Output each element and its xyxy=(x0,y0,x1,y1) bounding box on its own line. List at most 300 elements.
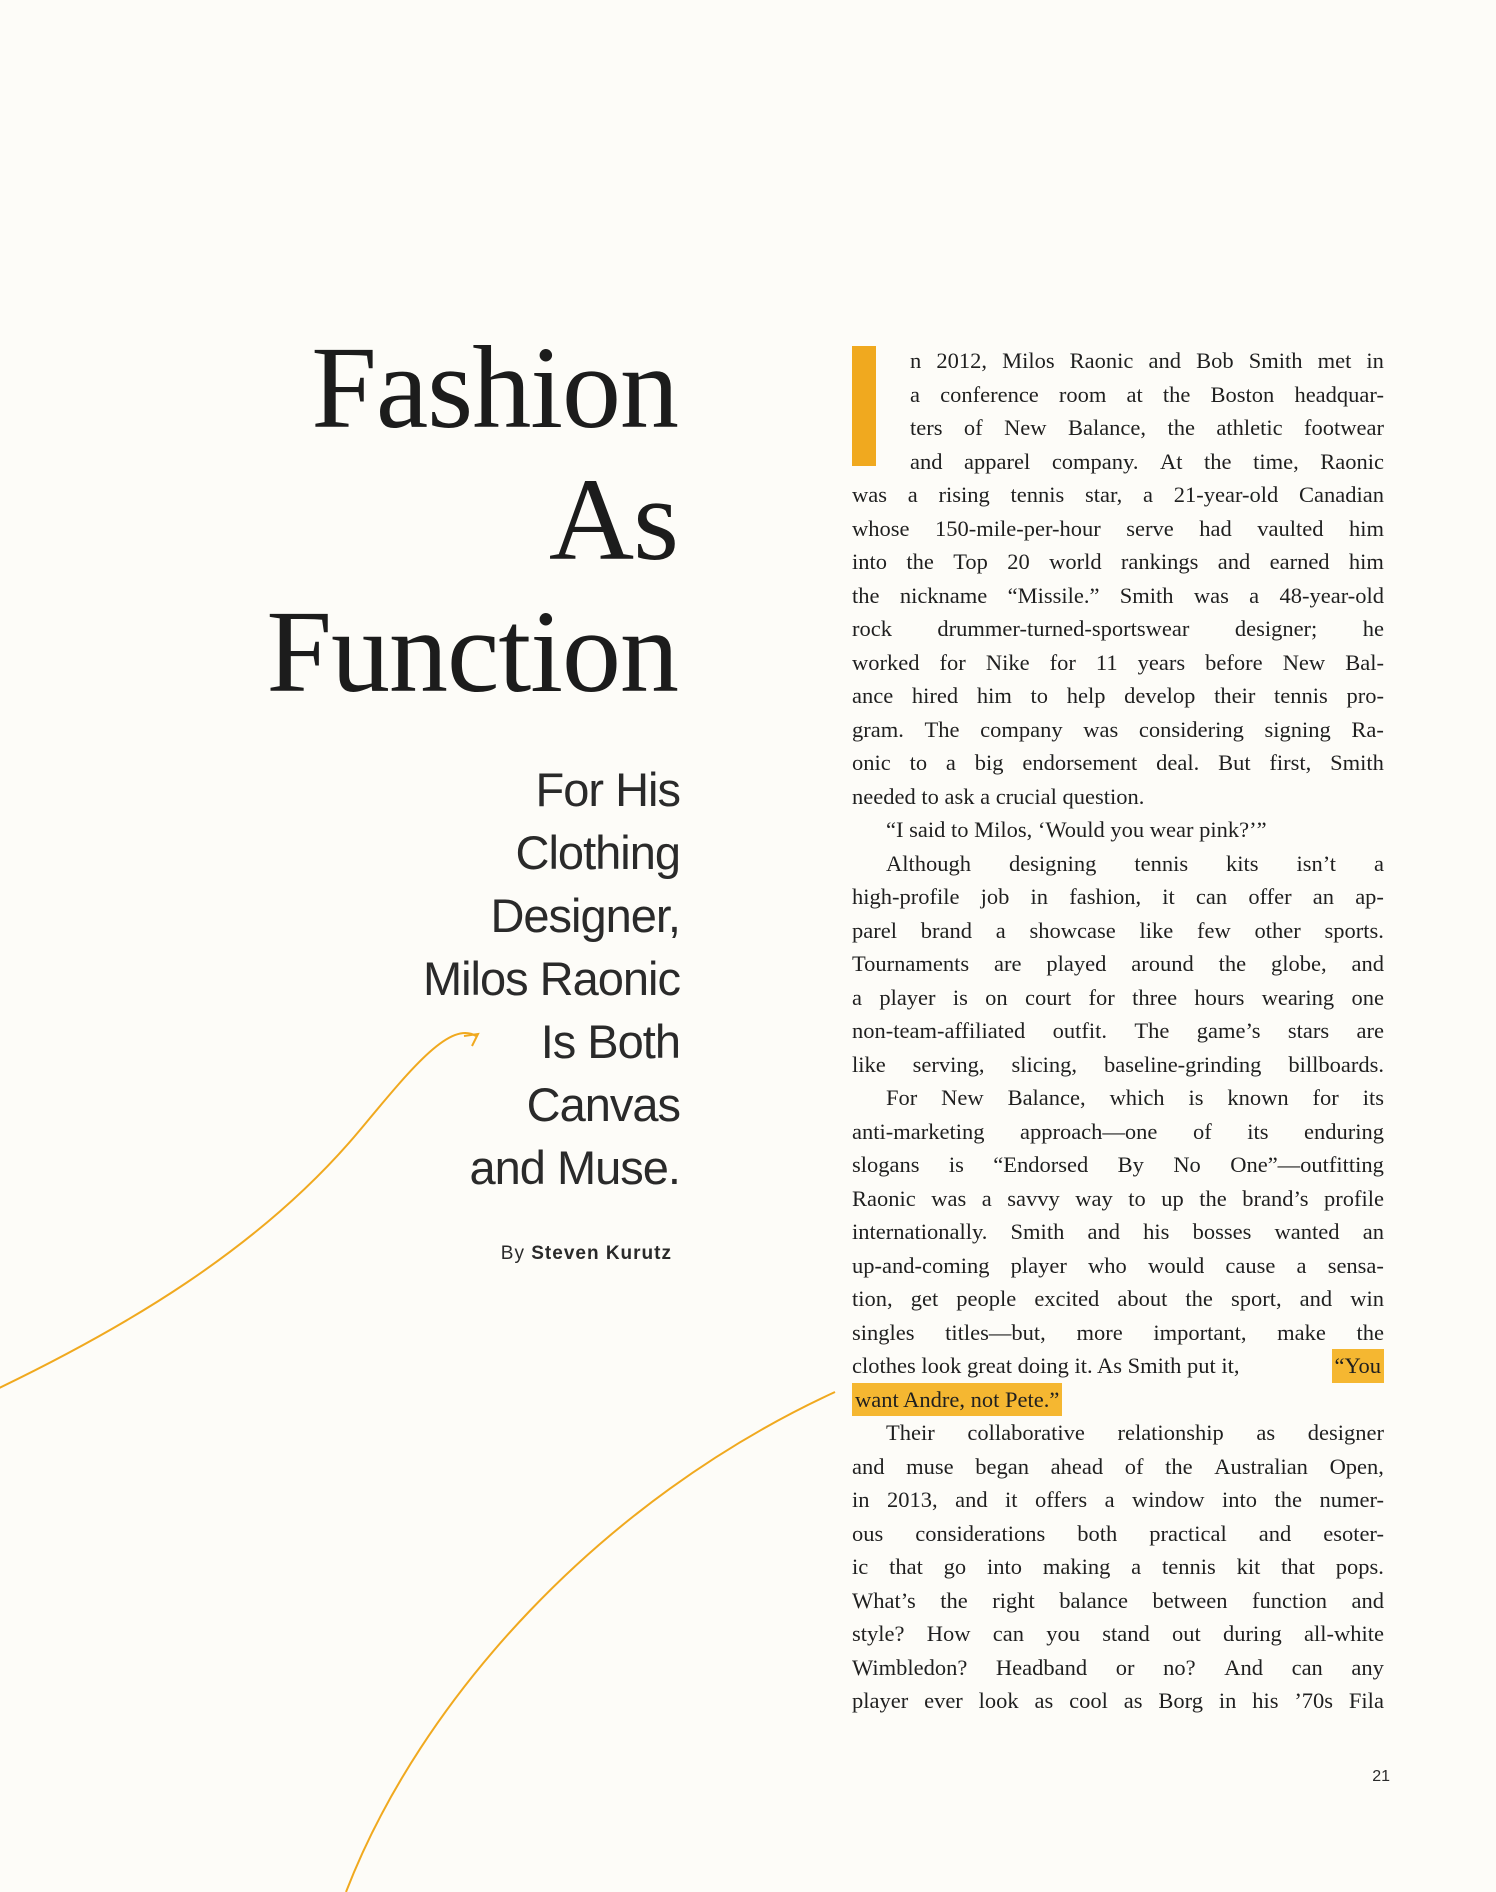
body-word: is xyxy=(948,1152,964,1177)
body-word: showcase xyxy=(1029,917,1116,943)
body-word: signing xyxy=(1264,716,1331,742)
body-line xyxy=(852,445,1384,479)
body-word: balance xyxy=(1059,1587,1128,1613)
body-word: the xyxy=(1204,448,1232,474)
body-word: a xyxy=(1296,1252,1307,1278)
body-word: brand xyxy=(920,917,972,943)
body-word: numer- xyxy=(1319,1487,1384,1512)
body-word: “Missile.” xyxy=(1007,582,1100,608)
body-word: up-and-coming xyxy=(852,1252,990,1278)
body-word: One”—outfitting xyxy=(1230,1152,1384,1177)
body-word: was xyxy=(1193,582,1229,608)
body-word: the xyxy=(940,1587,968,1613)
body-word: in xyxy=(1366,348,1384,373)
body-line xyxy=(852,1282,1384,1316)
body-word: New xyxy=(941,1085,984,1110)
body-word: both xyxy=(1077,1520,1118,1546)
body-word: ever xyxy=(924,1688,963,1713)
body-word: player xyxy=(1010,1252,1067,1278)
body-word: help xyxy=(1066,683,1106,708)
body-word: sensa- xyxy=(1327,1252,1384,1278)
body-word: isn’t xyxy=(1296,850,1337,876)
body-line xyxy=(852,813,1384,847)
body-line-text: “I said to Milos, ‘Would you wear pink?’” xyxy=(886,817,1267,842)
body-word: look xyxy=(978,1688,1019,1713)
body-word: internationally. xyxy=(852,1219,988,1244)
body-word: 2013, xyxy=(886,1487,938,1512)
body-word: rising xyxy=(938,482,990,507)
body-word: the xyxy=(906,549,934,574)
body-word: people xyxy=(956,1286,1017,1311)
body-line xyxy=(852,646,1384,680)
body-word: fashion, xyxy=(1069,884,1142,909)
body-word: Milos xyxy=(1002,348,1055,373)
body-word: a xyxy=(981,1185,992,1211)
article-title xyxy=(150,322,678,718)
body-word: as xyxy=(1123,1688,1143,1713)
body-word: a xyxy=(995,917,1006,943)
body-word: designing xyxy=(1008,850,1097,876)
body-word: big xyxy=(974,750,1004,775)
body-word: 11 xyxy=(1095,649,1118,675)
body-word: played xyxy=(1046,951,1107,976)
body-word: stand xyxy=(1102,1621,1150,1646)
body-word: Smith xyxy=(1119,582,1174,608)
body-line xyxy=(852,1416,1384,1450)
body-word: into xyxy=(1222,1487,1258,1512)
body-word: esoter- xyxy=(1323,1520,1384,1546)
body-word: can xyxy=(992,1621,1024,1646)
body-word: Although xyxy=(886,850,972,876)
body-word: a xyxy=(1249,582,1260,608)
body-word: all-white xyxy=(1303,1621,1384,1646)
body-word: 20 xyxy=(1007,549,1030,574)
body-line xyxy=(852,746,1384,780)
body-line xyxy=(852,1483,1384,1517)
body-word: vaulted xyxy=(1257,515,1324,541)
body-word: are xyxy=(994,951,1022,976)
body-word: enduring xyxy=(1303,1118,1384,1144)
body-word: Wimbledon? xyxy=(852,1654,968,1680)
body-word: athletic xyxy=(1216,415,1283,440)
body-word: the xyxy=(1185,1286,1213,1311)
body-word: Open, xyxy=(1329,1453,1384,1479)
body-word: him xyxy=(1348,549,1384,574)
body-line xyxy=(852,1617,1384,1651)
body-word: cause xyxy=(1225,1252,1276,1278)
body-word: hours xyxy=(1194,984,1245,1010)
body-line xyxy=(852,780,1384,814)
body-word: approach—one xyxy=(1019,1118,1158,1144)
body-word: wanted xyxy=(1274,1219,1340,1244)
body-word: and xyxy=(1087,1219,1120,1244)
body-word: Fila xyxy=(1348,1688,1384,1713)
body-line xyxy=(852,1081,1384,1115)
body-word: collaborative xyxy=(967,1420,1085,1445)
body-word: important, xyxy=(1153,1319,1247,1345)
body-word: high-profile xyxy=(852,884,960,909)
body-word: its xyxy=(1362,1085,1384,1110)
body-word: practical xyxy=(1149,1520,1227,1546)
body-word: win xyxy=(1350,1286,1384,1311)
deck-line: and Muse. xyxy=(469,1141,680,1194)
body-word: relationship xyxy=(1117,1420,1224,1445)
body-word: But xyxy=(1218,750,1251,775)
body-word: that xyxy=(1281,1554,1315,1579)
body-line xyxy=(852,1651,1384,1685)
body-word: ance xyxy=(852,683,894,708)
body-word: like xyxy=(852,1051,886,1077)
body-word: No xyxy=(1173,1152,1201,1177)
deck-line: For His xyxy=(535,763,680,816)
body-word: ’70s xyxy=(1294,1688,1334,1713)
body-word: Canadian xyxy=(1299,482,1384,507)
body-line xyxy=(852,1182,1384,1216)
bottom-curve-line xyxy=(346,1392,835,1892)
body-line xyxy=(852,1316,1384,1350)
body-word: Bob xyxy=(1196,348,1234,373)
body-word: to xyxy=(1030,683,1049,708)
body-word: of xyxy=(1192,1118,1212,1144)
body-word: and xyxy=(1258,1520,1292,1546)
body-line xyxy=(852,612,1384,646)
body-word: designer xyxy=(1307,1420,1384,1445)
body-word: of xyxy=(1124,1453,1144,1479)
body-word: Borg xyxy=(1158,1688,1203,1713)
body-word: cool xyxy=(1069,1688,1108,1713)
body-word: the xyxy=(1162,381,1191,407)
body-word: 2012, xyxy=(936,348,987,373)
body-line xyxy=(852,1450,1384,1484)
body-word: go xyxy=(943,1554,967,1579)
body-word: a xyxy=(910,381,920,407)
body-line xyxy=(852,411,1384,445)
body-word: Balance, xyxy=(1007,1085,1086,1110)
body-word: which xyxy=(1109,1085,1165,1110)
body-word: you xyxy=(1046,1621,1080,1646)
body-word: 21-year-old xyxy=(1173,482,1279,507)
body-word: deal. xyxy=(1156,750,1200,775)
body-word: in xyxy=(1218,1688,1237,1713)
body-word: stars xyxy=(1287,1018,1330,1043)
body-word: can xyxy=(1291,1654,1323,1680)
body-word: and xyxy=(852,1453,885,1479)
body-word: he xyxy=(1362,616,1384,641)
body-word: who xyxy=(1088,1252,1127,1278)
body-word: a xyxy=(1374,850,1384,876)
body-word: his xyxy=(1143,1219,1170,1244)
body-word: offer xyxy=(1248,884,1292,909)
body-line-text: needed to ask a crucial question. xyxy=(852,783,1145,809)
body-word: first, xyxy=(1269,750,1312,775)
body-line xyxy=(852,1148,1384,1182)
body-word: an xyxy=(1312,884,1335,909)
byline xyxy=(380,1243,672,1265)
body-line xyxy=(852,1550,1384,1584)
body-word: would xyxy=(1147,1252,1205,1278)
body-word: court xyxy=(1024,984,1072,1010)
body-word: between xyxy=(1152,1587,1228,1613)
byline-prefix: By xyxy=(500,1243,525,1264)
body-word: like xyxy=(1139,917,1174,943)
body-word: during xyxy=(1222,1621,1282,1646)
deck-line: Milos Raonic xyxy=(422,952,680,1005)
body-word: or xyxy=(1115,1654,1135,1680)
body-word: before xyxy=(1205,649,1263,675)
body-word: endorsement xyxy=(1022,750,1138,775)
body-word: kit xyxy=(1236,1554,1261,1579)
body-word: tennis xyxy=(1010,482,1065,507)
body-word: right xyxy=(992,1587,1035,1613)
body-word: its xyxy=(1247,1118,1269,1144)
body-word: star, xyxy=(1085,482,1123,507)
body-word: pro- xyxy=(1346,683,1384,708)
body-word: globe, xyxy=(1270,951,1327,976)
body-word: was xyxy=(931,1185,967,1211)
body-word: the xyxy=(1199,1185,1227,1211)
body-word: began xyxy=(975,1453,1029,1479)
body-word: the xyxy=(1356,1319,1384,1345)
body-word: bosses xyxy=(1192,1219,1252,1244)
body-line xyxy=(852,947,1384,981)
page-number: 21 xyxy=(1372,1768,1390,1785)
body-word: brand’s xyxy=(1242,1185,1309,1211)
body-word: Ra- xyxy=(1351,716,1384,742)
body-line xyxy=(852,344,1384,378)
body-word: considering xyxy=(1138,716,1244,742)
body-word: on xyxy=(985,984,1008,1010)
body-line xyxy=(852,1249,1384,1283)
body-word: in xyxy=(1030,884,1049,909)
body-word: footwear xyxy=(1303,415,1384,440)
article-body xyxy=(852,344,1384,1718)
body-word: making xyxy=(1042,1554,1111,1579)
body-word: 48-year-old xyxy=(1279,582,1384,608)
body-word: slicing, xyxy=(1011,1051,1078,1077)
body-word: one xyxy=(1351,984,1384,1010)
body-word: three xyxy=(1132,984,1178,1010)
body-word: tennis xyxy=(1161,1554,1216,1579)
body-word: anti-marketing xyxy=(852,1118,985,1144)
body-word: Smith xyxy=(1010,1219,1065,1244)
body-word: muse xyxy=(906,1453,954,1479)
body-word: designer; xyxy=(1234,616,1318,641)
body-word: that xyxy=(889,1554,923,1579)
body-word: for xyxy=(939,649,966,675)
body-word: gram. xyxy=(852,716,904,742)
body-word: and xyxy=(1351,951,1384,976)
body-word: an xyxy=(1362,1219,1384,1244)
body-line-text: clothes look great doing it. As Smith put it, xyxy=(852,1353,1240,1378)
body-word: years xyxy=(1137,649,1186,675)
deck-line: Clothing xyxy=(515,826,680,879)
body-word: onic xyxy=(852,750,891,775)
body-word: kits xyxy=(1226,850,1259,876)
body-word: company xyxy=(980,716,1063,742)
body-word: any xyxy=(1351,1654,1384,1680)
body-word: baseline-grinding xyxy=(1103,1051,1262,1077)
body-word: What’s xyxy=(852,1587,916,1613)
body-line xyxy=(852,1584,1384,1618)
body-word: room xyxy=(1058,381,1107,407)
body-word: serving, xyxy=(912,1051,985,1077)
body-word: At xyxy=(1160,448,1183,474)
body-word: time, xyxy=(1253,448,1299,474)
body-word: ic xyxy=(852,1554,869,1579)
body-word: style? xyxy=(852,1621,905,1646)
body-word: and xyxy=(1148,348,1181,373)
byline-author: Steven Kurutz xyxy=(531,1243,672,1264)
body-word: worked xyxy=(852,649,920,675)
body-line xyxy=(852,579,1384,613)
body-line xyxy=(852,847,1384,881)
body-word: in xyxy=(852,1487,870,1512)
body-word: was xyxy=(1083,716,1119,742)
pull-quote-highlight: “You xyxy=(1332,1349,1384,1383)
body-word: is xyxy=(1188,1085,1204,1110)
body-word: of xyxy=(963,415,983,440)
body-word: The xyxy=(924,716,960,742)
body-word: a xyxy=(852,984,862,1010)
body-word: ous xyxy=(852,1520,884,1546)
body-word: and xyxy=(1351,1587,1384,1613)
body-word: ap- xyxy=(1355,884,1384,909)
body-word: Smith xyxy=(1330,750,1384,775)
body-word: titles—but, xyxy=(945,1319,1046,1345)
body-word: game’s xyxy=(1196,1018,1261,1043)
body-word: Nike xyxy=(985,649,1030,675)
body-word: By xyxy=(1117,1152,1144,1177)
body-line xyxy=(852,478,1384,512)
body-word: around xyxy=(1131,951,1194,976)
body-word: at xyxy=(1126,381,1143,407)
body-word: n xyxy=(910,348,922,373)
body-word: way xyxy=(1075,1185,1113,1211)
body-word: as xyxy=(1256,1420,1276,1445)
body-word: ters xyxy=(910,415,943,440)
body-word: Headband xyxy=(995,1654,1088,1680)
body-word: tion, xyxy=(852,1286,893,1311)
title-line: As xyxy=(548,454,678,585)
body-line xyxy=(852,1014,1384,1048)
body-word: the xyxy=(1218,951,1247,976)
body-word: sports. xyxy=(1324,917,1384,943)
body-word: hired xyxy=(911,683,959,708)
body-word: Their xyxy=(886,1420,935,1445)
body-word: the xyxy=(1167,415,1195,440)
body-word: the xyxy=(1165,1453,1193,1479)
body-word: Smith xyxy=(1248,348,1303,373)
body-word: more xyxy=(1076,1319,1123,1345)
body-word: the xyxy=(1274,1487,1302,1512)
body-word: job xyxy=(980,884,1010,909)
body-word: company. xyxy=(1051,448,1139,474)
body-word: make xyxy=(1277,1319,1326,1345)
body-word: was xyxy=(852,482,887,507)
body-word: slogans xyxy=(852,1152,920,1177)
body-word: Top xyxy=(953,549,988,574)
body-word: offers xyxy=(1035,1487,1088,1512)
body-word: drummer-turned-sportswear xyxy=(937,616,1190,641)
body-word: 150-mile-per-hour xyxy=(935,515,1101,541)
body-word: their xyxy=(1214,683,1256,708)
body-word: develop xyxy=(1124,683,1196,708)
body-word: can xyxy=(1195,884,1228,909)
body-word: and xyxy=(1217,549,1251,574)
body-line-highlight xyxy=(852,1383,1384,1417)
body-line xyxy=(852,981,1384,1015)
body-word: Raonic xyxy=(1069,348,1134,373)
body-word: For xyxy=(886,1085,918,1110)
body-word: is xyxy=(952,984,968,1010)
body-line xyxy=(852,1684,1384,1718)
body-word: earned xyxy=(1269,549,1330,574)
body-line xyxy=(852,512,1384,546)
body-word: into xyxy=(852,549,888,574)
body-word: excited xyxy=(1034,1286,1100,1311)
body-word: wearing xyxy=(1261,984,1335,1010)
body-line-with-highlight xyxy=(852,1349,1384,1383)
body-word: it xyxy=(1162,884,1175,909)
body-word: singles xyxy=(852,1319,915,1345)
body-word: tennis xyxy=(1134,850,1189,876)
body-word: outfit. xyxy=(1052,1018,1108,1043)
body-word: And xyxy=(1224,1654,1263,1680)
body-word: no? xyxy=(1163,1654,1196,1680)
body-word: serve xyxy=(1126,515,1174,541)
body-word: him xyxy=(976,683,1012,708)
body-word: for xyxy=(1088,984,1115,1010)
body-word: world xyxy=(1049,549,1102,574)
body-word: into xyxy=(986,1554,1022,1579)
body-word: for xyxy=(1049,649,1076,675)
body-word: ahead xyxy=(1050,1453,1104,1479)
body-word: considerations xyxy=(915,1520,1046,1546)
body-word: How xyxy=(926,1621,971,1646)
body-word: get xyxy=(910,1286,939,1311)
deck-line: Canvas xyxy=(526,1078,680,1131)
body-word: and xyxy=(955,1487,988,1512)
body-word: nickname xyxy=(899,582,988,608)
body-word: other xyxy=(1254,917,1301,943)
body-line xyxy=(852,1215,1384,1249)
body-line xyxy=(852,545,1384,579)
body-word: function xyxy=(1251,1587,1327,1613)
body-word: a xyxy=(907,482,918,507)
body-word: “Endorsed xyxy=(993,1152,1089,1177)
body-word: conference xyxy=(940,381,1039,407)
body-word: it xyxy=(1005,1487,1018,1512)
body-word: to xyxy=(909,750,928,775)
body-word: billboards. xyxy=(1288,1051,1384,1077)
body-word: are xyxy=(1356,1018,1384,1043)
body-word: apparel xyxy=(964,448,1031,474)
deck-line: Designer, xyxy=(490,889,680,942)
body-word: profile xyxy=(1324,1185,1384,1211)
body-word: rock xyxy=(852,616,892,641)
body-word: a xyxy=(1131,1554,1142,1579)
body-word: headquar- xyxy=(1294,381,1384,407)
body-line xyxy=(852,1115,1384,1149)
body-word: his xyxy=(1252,1688,1279,1713)
body-word: Bal- xyxy=(1345,649,1384,675)
body-word: New xyxy=(1004,415,1047,440)
body-word: up xyxy=(1161,1185,1184,1211)
body-word: New xyxy=(1282,649,1326,675)
body-line xyxy=(852,914,1384,948)
body-word: to xyxy=(1128,1185,1146,1211)
body-word: out xyxy=(1171,1621,1201,1646)
